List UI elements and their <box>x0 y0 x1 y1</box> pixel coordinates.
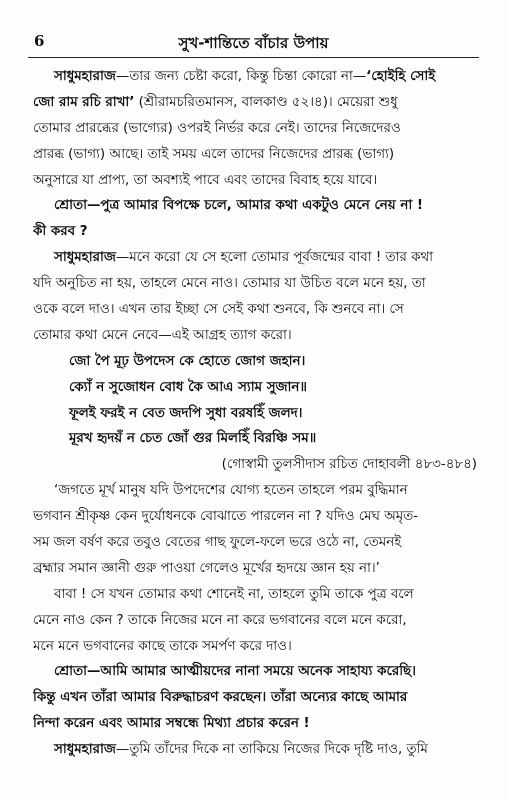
quote-segment: জো রাম রচি রাখা’ <box>33 94 135 110</box>
text-line: প্রারব্ধ (ভাগ্য) আছে। তাই সময় এলে তাদের নিজেদের প্রারব্ধ (ভাগ্য) <box>33 146 395 162</box>
text-line: মনে মনে ভগবানের কাছে তাকে সমর্পণ করে দাও। <box>33 638 292 654</box>
question-line: কী করব ? <box>33 224 88 240</box>
text-line <box>33 90 479 116</box>
running-title: সুখ-শান্তিতে বাঁচার উপায় <box>178 34 329 52</box>
text-line: যদি অনুচিত না হয়, তাহলে মেনে নাও। তোমার যা উচিত বলে মনে হয়, তা <box>33 276 426 292</box>
text-line: মেনে নাও কেন ? তাকে নিজের মনে না করে ভগবানের বলে মনে করো, <box>33 612 407 628</box>
text-line <box>33 64 479 90</box>
text-line <box>33 737 479 763</box>
quote-segment: ‘হোইহি সোই <box>366 69 436 84</box>
text-segment: —তুমি তাঁদের দিকে না তাকিয়ে নিজের দিকে দৃষ্টি দাও, তুমি <box>115 742 428 758</box>
question-line: শ্রোতা—পুত্র আমার বিপক্ষে চলে, আমার কথা একটুও মেনে নেয় না ! <box>54 198 423 214</box>
page-number: 6 <box>34 32 45 50</box>
speaker-label: সাধুমহারাজ <box>54 250 116 266</box>
speaker-label: সাধুমহারাজ <box>54 69 116 84</box>
header-rule <box>28 57 479 58</box>
text-line: ওকে বলে দাও। এখন তার ইচ্ছা সে সেই কথা শুনবে, কি শুনবে না। সে <box>33 302 404 318</box>
text-line: অনুসারে যা প্রাপ্য, তা অবশ্যই পাবে এবং তাদের বিবাহ হয়ে যাবে। <box>33 172 378 188</box>
page-header <box>28 30 479 54</box>
question-line: কিন্তু এখন তাঁরা আমার বিরুদ্ধাচরণ করছেন। তাঁরা অন্যের কাছে আমার <box>33 690 408 706</box>
text-line: বাবা ! সে যখন তোমার কথা শোনেই না, তাহলে তুমি তাকে পুত্র বলে <box>54 586 414 602</box>
question-line: শ্রোতা—আমি আমার আত্মীয়দের নানা সময়ে অনেক সাহায্য করেছি। <box>54 664 416 680</box>
text-line: তোমার প্রারব্ধের (ভাগ্যের) ওপরই নির্ভর করে নেই। তাদের নিজেদেরও <box>33 120 401 136</box>
verse-line: জো পৈ মূঢ় উপদেস কে হোতে জোগ জহান। <box>69 353 306 369</box>
text-line: ভগবান শ্রীকৃষ্ণ কেন দুর্যোধনকে বোঝাতে পারলেন না ? যদিও মেঘ অমৃত- <box>33 509 419 525</box>
verse-citation: (গোস্বামী তুলসীদাস রচিত দোহাবলী ৪৮৩-৪৮৪) <box>221 457 477 473</box>
question-line: নিন্দা করেন এবং আমার সম্বন্ধে মিথ্যা প্রচার করেন ! <box>33 716 310 732</box>
speaker-label: সাধুমহারাজ <box>54 742 116 758</box>
text-line: তোমার কথা মেনে নেবে—এই আগ্রহ ত্যাগ করো। <box>33 327 292 343</box>
verse-line: ক্যোঁ ন সুজোধন বোধ কৈ আএ স্যাম সুজান॥ <box>69 379 307 395</box>
text-line: ‘জগতে মূর্খ মানুষ যদি উপদেশের যোগ্য হতেন তাহলে পরম বুদ্ধিমান <box>54 483 408 499</box>
text-segment: —মনে করো যে সে হলো তোমার পূর্বজন্মের বাবা ! তার কথা <box>115 250 434 266</box>
page-body <box>33 64 479 763</box>
text-line: ব্রহ্মার সমান জ্ঞানী গুরু পাওয়া গেলেও মূর্খের হৃদয়ে জ্ঞান হয় না।’ <box>33 560 380 576</box>
verse-line: মূরখ হৃদয়ঁ ন চেত জোঁ গুর মিলহিঁ বিরঞ্চি সম॥ <box>69 431 317 447</box>
text-line: সম জল বর্ষণ করে তবুও বেতের গাছ ফুলে-ফলে ভরে ওঠে না, তেমনই <box>33 535 402 551</box>
verse-line: ফূলই ফরই ন বেত জদপি সুধা বরষহিঁ জলদ। <box>69 405 303 421</box>
text-segment: —তার জন্য চেষ্টা করো, কিন্তু চিন্তা কোরো না— <box>115 69 367 84</box>
text-line <box>33 245 479 271</box>
text-segment: (শ্রীরামচরিতমানস, বালকাণ্ড ৫২।৪)। মেয়েরা শুধু <box>134 94 398 110</box>
